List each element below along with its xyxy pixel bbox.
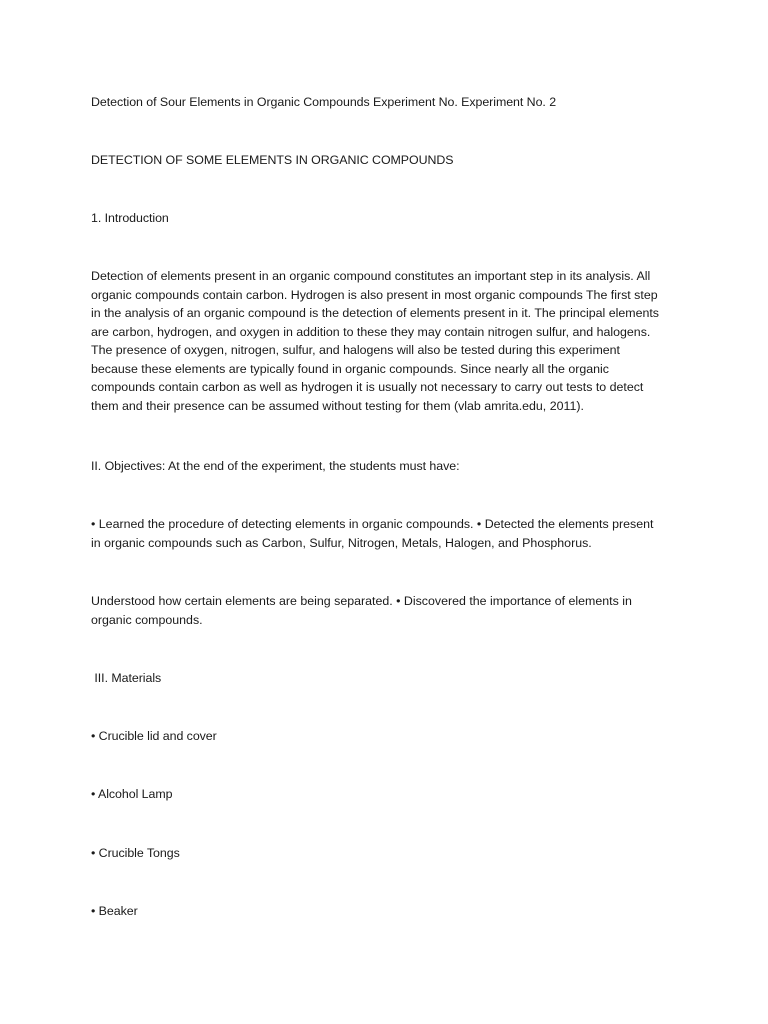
- materials-heading: III. Materials: [91, 671, 162, 685]
- materials-item: • Beaker: [91, 904, 138, 918]
- paragraph-line: compounds contain carbon as well as hydrogen it is usually not necessary to carry out tests to detect: [91, 380, 644, 394]
- introduction-heading: 1. Introduction: [91, 211, 169, 225]
- paragraph-line: in organic compounds such as Carbon, Sulfur, Nitrogen, Metals, Halogen, and Phosphorus.: [91, 535, 592, 550]
- paragraph-line: • Learned the procedure of detecting elements in organic compounds. • Detected the elements present: [91, 517, 654, 531]
- paragraph-line: because these elements are typically found in organic compounds. Since nearly all the organic: [91, 361, 609, 376]
- paragraph-line: Detection of elements present in an organic compound constitutes an important step in its analysis. All: [91, 269, 651, 283]
- document-header-line: Detection of Sour Elements in Organic Compounds Experiment No. Experiment No. 2: [91, 95, 557, 109]
- materials-item: • Crucible Tongs: [91, 846, 180, 860]
- objectives-heading: II. Objectives: At the end of the experiment, the students must have:: [91, 459, 460, 473]
- paragraph-line: The presence of oxygen, nitrogen, sulfur, and halogens will also be tested during this experiment: [91, 343, 620, 357]
- paragraph-line: in the analysis of an organic compound is the detection of elements present in it. The principal elements: [91, 306, 660, 320]
- paragraph-line: organic compounds contain carbon. Hydrogen is also present in most organic compounds The first step: [91, 287, 658, 302]
- introduction-paragraph: [91, 267, 691, 415]
- materials-item: • Crucible lid and cover: [91, 729, 217, 743]
- paragraph-line: them and their presence can be assumed without testing for them (vlab amrita.edu, 2011).: [91, 398, 584, 413]
- paragraph-line: Understood how certain elements are being separated. • Discovered the importance of elements in: [91, 594, 632, 608]
- paragraph-line: organic compounds.: [91, 612, 203, 627]
- materials-item: • Alcohol Lamp: [91, 787, 173, 801]
- objectives-paragraph: [91, 515, 691, 552]
- document-title: DETECTION OF SOME ELEMENTS IN ORGANIC COMPOUNDS: [91, 153, 454, 167]
- objectives-paragraph-continued: [91, 592, 691, 629]
- paragraph-line: are carbon, hydrogen, and oxygen in addition to these they may contain nitrogen sulfur, and halogens.: [91, 324, 651, 339]
